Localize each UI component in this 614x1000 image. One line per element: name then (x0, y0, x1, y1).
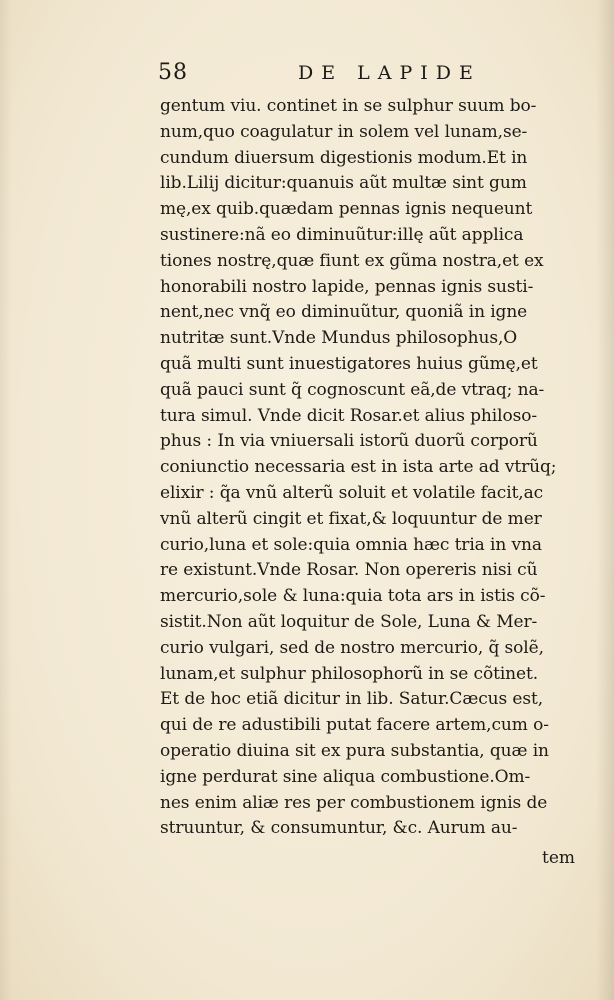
text-line: curio,luna et sole:quia omnia hæc tria in vna (160, 534, 542, 555)
text-line: num,quo coagulatur in solem vel lunam,se- (160, 121, 528, 142)
text-line: gentum viu. continet in se sulphur suum bo- (160, 96, 537, 116)
page-header (158, 60, 578, 90)
text-line: curio vulgari, sed de nostro mercurio, q̃ solẽ, (160, 637, 544, 658)
text-line: nes enim aliæ res per combustionem ignis de (160, 792, 548, 813)
text-line: vnũ alterũ cingit et fixat,& loquuntur de mer (160, 508, 542, 529)
page-gutter-shadow (0, 0, 12, 1000)
text-line: Et de hoc etiã dicitur in lib. Satur.Cæcus est, (160, 689, 544, 710)
text-line: quã multi sunt inuestigatores huius gũmę,et (160, 353, 538, 374)
text-line: nutritæ sunt.Vnde Mundus philosophus,O (160, 328, 518, 349)
text-line: struuntur, & consumuntur, &c. Aurum au- (160, 818, 518, 839)
text-line: mercurio,sole & luna:quia tota ars in istis cõ- (160, 586, 546, 607)
text-line: sistit.Non aũt loquitur de Sole, Luna & Mer- (160, 611, 538, 632)
text-line: honorabili nostro lapide, pennas ignis susti- (160, 276, 534, 297)
text-line: tiones nostrę,quæ fiunt ex gũma nostra,et ex (160, 250, 544, 271)
text-line: qui de re adustibili putat facere artem,cum o- (160, 715, 549, 736)
text-line: cundum diuersum digestionis modum.Et in (160, 147, 528, 168)
text-line: lib.Lilij dicitur:quanuis aũt multæ sint gum (160, 173, 527, 194)
page-number: 58 (158, 60, 188, 85)
text-line: lunam,et sulphur philosophorũ in se cõtinet. (160, 663, 539, 684)
text-line: nent,nec vnq̃ eo diminuũtur, quoniã in igne (160, 302, 528, 323)
text-line: re existunt.Vnde Rosar. Non opereris nisi cũ (160, 560, 538, 581)
text-line: tura simul. Vnde dicit Rosar.et alius philoso- (160, 405, 537, 426)
text-line: elixir : q̃a vnũ alterũ soluit et volatile facit,ac (160, 482, 544, 503)
catchword: tem (542, 848, 576, 868)
text-line: coniunctio necessaria est in ista arte ad vtrũq; (160, 457, 557, 478)
running-title: DE LAPIDE (298, 62, 481, 84)
text-line: sustinere:nã eo diminuũtur:illę aũt applica (160, 224, 524, 245)
text-line: phus : In via vniuersali istorũ duorũ corporũ (160, 431, 538, 452)
page-edge-shadow (596, 0, 614, 1000)
text-line: igne perdurat sine aliqua combustione.Om- (160, 766, 531, 787)
text-line: quã pauci sunt q̃ cognoscunt eã,de vtraq; na- (160, 379, 545, 400)
body-text (160, 94, 592, 842)
text-line: mę,ex quib.quædam pennas ignis nequeunt (160, 199, 533, 220)
text-line: operatio diuina sit ex pura substantia, quæ in (160, 740, 549, 761)
